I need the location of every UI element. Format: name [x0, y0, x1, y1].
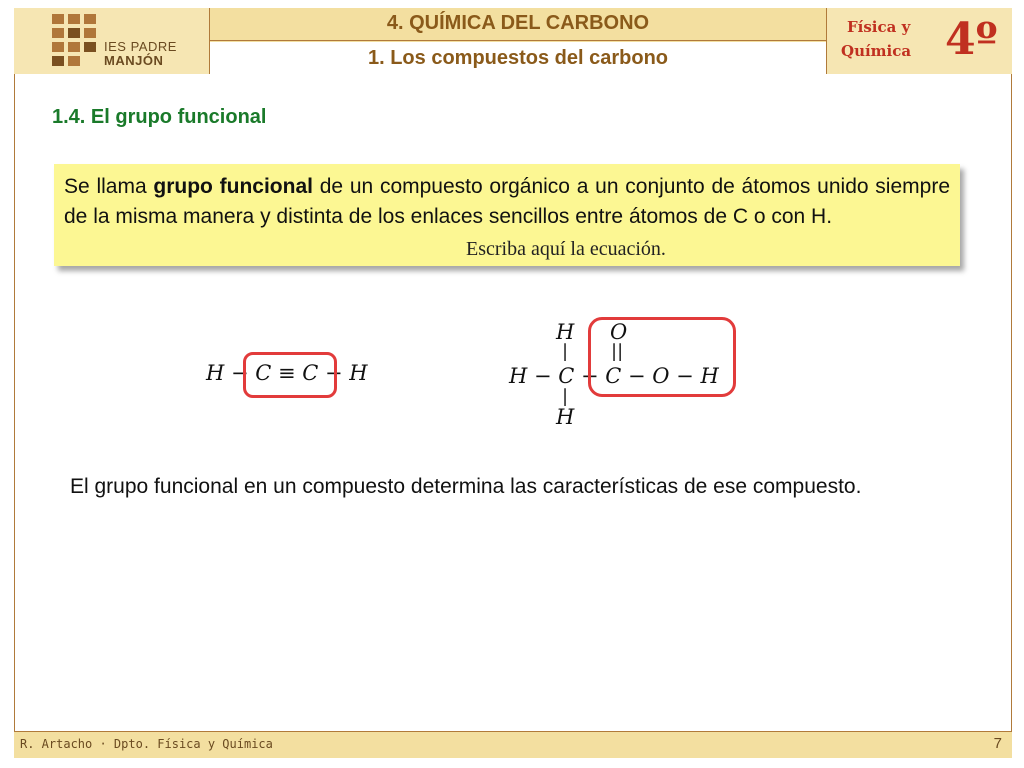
logo-grid-icon	[52, 14, 96, 68]
formula-acid-top-o: O	[610, 320, 628, 344]
logo-text-line1: IES PADRE	[104, 39, 177, 54]
formula-acid-top-h: H	[556, 320, 575, 344]
course-box	[826, 8, 1012, 74]
course-subject-line1: Física y	[847, 18, 911, 36]
formula-acid-bottom-bond: |	[562, 386, 569, 407]
definition-text-after: de un compuesto orgánico a un conjunto de átomos unido siempre de la misma manera y distinta de los enlaces sencillos entre átomos de C o con H.	[64, 175, 951, 228]
equation-placeholder[interactable]: Escriba aquí la ecuación.	[466, 238, 666, 260]
unit-title: 4. QUÍMICA DEL CARBONO	[210, 8, 826, 41]
footer-author: R. Artacho · Dpto. Física y Química	[20, 737, 273, 751]
slide-header	[14, 8, 1012, 74]
formula-acid-main-chain: H − C − C − O − H	[509, 364, 719, 388]
highlight-acid	[588, 317, 736, 397]
formula-acid-bond-single: |	[562, 341, 569, 362]
course-subject-line2: Química	[841, 42, 912, 60]
slide-footer	[14, 731, 1012, 758]
school-logo	[14, 8, 210, 74]
course-level: 4º	[945, 14, 998, 65]
formula-acid-bottom-h: H	[556, 405, 575, 429]
logo-text-line2: MANJÓN	[104, 53, 164, 68]
definition-text-before: Se llama	[64, 175, 154, 198]
conclusion-text: El grupo funcional en un compuesto determina las características de ese compuesto.	[70, 475, 862, 498]
highlight-alkyne	[243, 352, 337, 398]
lesson-title: 1. Los compuestos del carbono	[210, 42, 826, 74]
page-number: 7	[993, 735, 1002, 752]
formula-acid-bond-double: ||	[611, 341, 624, 362]
section-title: 1.4. El grupo funcional	[52, 106, 267, 128]
formula-alkyne: H − C ≡ C − H	[206, 361, 368, 385]
definition-bold-term: grupo funcional	[153, 175, 313, 198]
title-box	[210, 8, 826, 74]
